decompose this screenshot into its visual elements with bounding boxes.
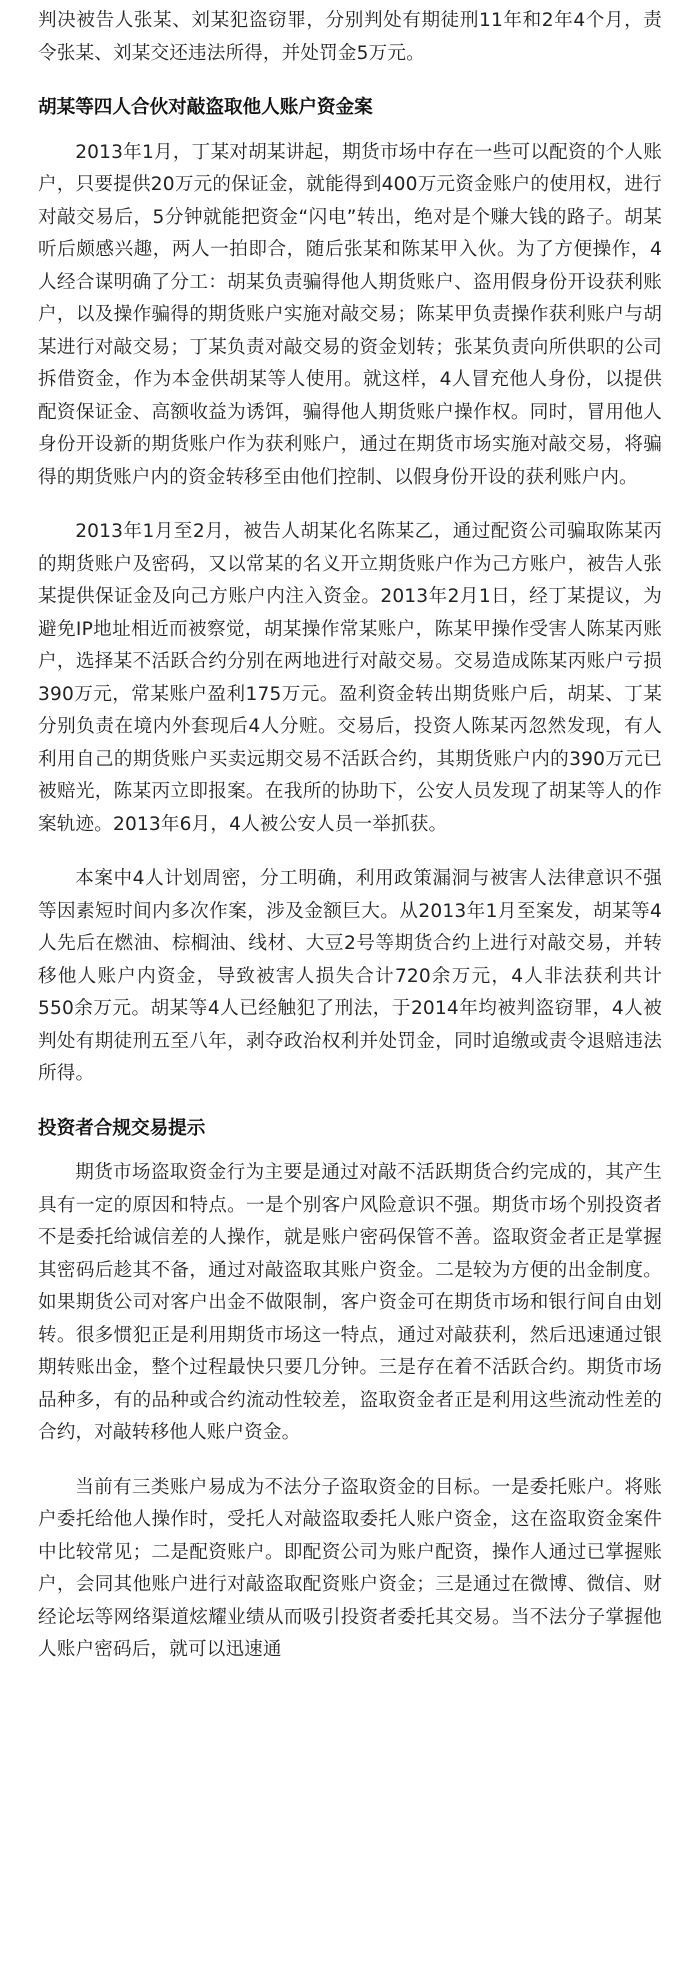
- paragraph-tips-causes: 期货市场盗取资金行为主要是通过对敲不活跃期货合约完成的，其产生具有一定的原因和特点。一是个别客户风险意识不强。期货市场个别投资者不是委托给诚信差的人操作，就是账户密码保管不善。盗取资金者正是掌握其密码后趁其不备，通过对敲盗取其账户资金。二是较为方便的出金制度。如果期货公司对客户出金不做限制，客户资金可在期货市场和银行间自由划转。很多惯犯正是利用期货市场这一特点，通过对敲获利，然后迅速通过银期转账出金，整个过程最快只要几分钟。三是存在着不活跃合约。期货市场品种多，有的品种或合约流动性较差，盗取资金者正是利用这些流动性差的合约，对敲转移他人账户资金。: [38, 1162, 662, 1443]
- paragraph-tips-accounts: 当前有三类账户易成为不法分子盗取资金的目标。一是委托账户。将账户委托给他人操作时，受托人对敲盗取委托人账户资金，这在盗取资金案件中比较常见；二是配资账户。即配资公司为账户配资，操作人通过已掌握账户，会同其他账户进行对敲盗取配资账户资金；三是通过在微博、微信、财经论坛等网络渠道炫耀业绩从而吸引投资者委托其交易。当不法分子掌握他人账户密码后，就可以迅速通: [38, 1476, 662, 1660]
- section-heading-tips: 投资者合规交易提示: [38, 1117, 206, 1139]
- paragraph-case-intro: 2013年1月，丁某对胡某讲起，期货市场中存在一些可以配资的个人账户，只要提供20万元的保证金，就能得到400万元资金账户的使用权，进行对敲交易后，5分钟就能把资金“闪电”转出，绝对是个赚大钱的路子。胡某听后颇感兴趣，两人一拍即合，随后张某和陈某甲入伙。为了方便操作，4人经合谋明确了分工：胡某负责骗得他人期货账户、盗用假身份开设获利账户，以及操作骗得的期货账户实施对敲交易；陈某甲负责操作获利账户与胡某进行对敲交易；丁某负责对敲交易的资金划转；张某负责向所供职的公司拆借资金，作为本金供胡某等人使用。就这样，4人冒充他人身份，以提供配资保证金、高额收益为诱饵，骗得他人期货账户操作权。同时，冒用他人身份开设新的期货账户作为获利账户，通过在期货市场实施对敲交易，将骗得的期货账户内的资金转移至由他们控制、以假身份开设的获利账户内。: [38, 141, 662, 488]
- paragraph-verdict: 判决被告人张某、刘某犯盗窃罪，分别判处有期徒刑11年和2年4个月，责令张某、刘某交还违法所得，并处罚金5万元。: [38, 10, 662, 64]
- section-heading-case: 胡某等四人合伙对敲盗取他人账户资金案: [38, 97, 373, 118]
- paragraph-case-details: 2013年1月至2月，被告人胡某化名陈某乙，通过配资公司骗取陈某丙的期货账户及密码，又以常某的名义开立期货账户作为己方账户，被告人张某提供保证金及向己方账户内注入资金。2013年2月1日，经丁某提议，为避免IP地址相近而被察觉，胡某操作常某账户，陈某甲操作受害人陈某丙账户，选择某不活跃合约分别在两地进行对敲交易。交易造成陈某丙账户亏损390万元，常某账户盈利175万元。盈利资金转出期货账户后，胡某、丁某分别负责在境内外套现后4人分赃。交易后，投资人陈某丙忽然发现，有人利用自己的期货账户买卖远期交易不活跃合约，其期货账户内的390万元已被赔光，陈某丙立即报案。在我所的协助下，公安人员发现了胡某等人的作案轨迹。2013年6月，4人被公安人员一举抓获。: [38, 521, 662, 835]
- paragraph-case-summary: 本案中4人计划周密，分工明确，利用政策漏洞与被害人法律意识不强等因素短时间内多次作案，涉及金额巨大。从2013年1月至案发，胡某等4人先后在燃油、棕榈油、线材、大豆2号等期货合约上进行对敲交易，并转移他人账户内资金，导致被害人损失合计720余万元，4人非法获利共计550余万元。胡某等4人已经触犯了刑法，于2014年均被判盗窃罪，4人被判处有期徒刑五至八年，剥夺政治权利并处罚金，同时追缴或责令退赔违法所得。: [38, 868, 662, 1084]
